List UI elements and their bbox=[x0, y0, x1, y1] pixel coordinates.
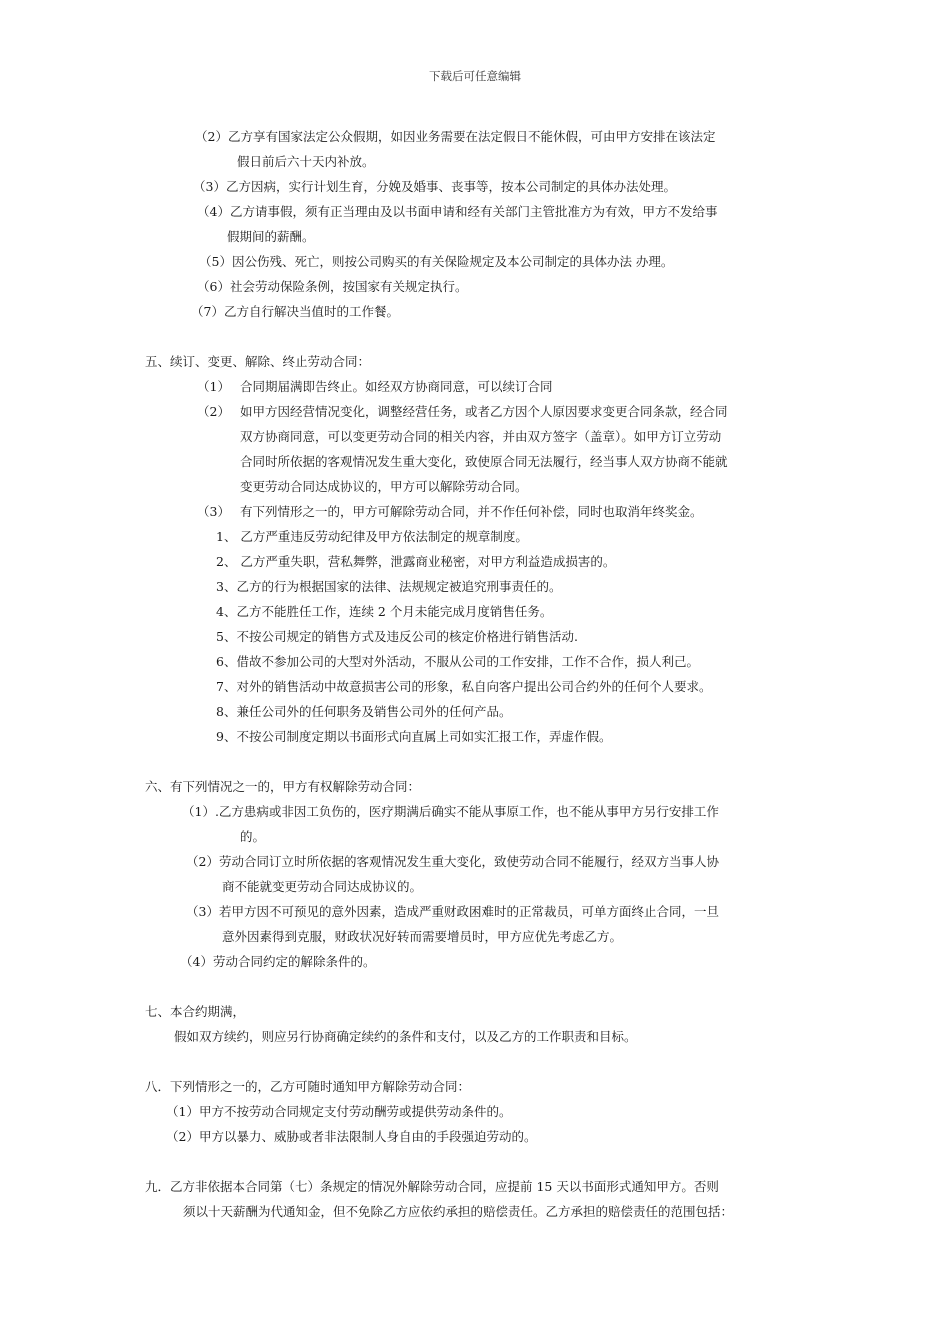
section-5-sub-7: 7、对外的销售活动中故意损害公司的形象，私自向客户提出公司合约外的任何个人要求。 bbox=[216, 679, 712, 694]
section-5-sub-6: 6、借故不参加公司的大型对外活动，不服从公司的工作安排，工作不合作，损人利己。 bbox=[216, 654, 699, 669]
section-8-title: 八．下列情形之一的，乙方可随时通知甲方解除劳动合同： bbox=[145, 1079, 471, 1094]
section-6-title: 六、有下列情况之一的，甲方有权解除劳动合同： bbox=[145, 779, 421, 794]
section-5-sub-2: 2、 乙方严重失职，营私舞弊，泄露商业秘密，对甲方利益造成损害的。 bbox=[216, 554, 616, 569]
section-6-p3-line-1: （3）若甲方因不可预见的意外因素，造成严重财政困难时的正常裁员，可单方面终止合同，一旦 bbox=[186, 904, 719, 919]
leave-item-6: （6）社会劳动保险条例，按国家有关规定执行。 bbox=[197, 279, 468, 294]
page-header: 下载后可任意编辑 bbox=[429, 69, 521, 83]
section-5-p2-line-4: 变更劳动合同达成协议的，甲方可以解除劳动合同。 bbox=[240, 479, 528, 494]
section-5-sub-9: 9、不按公司制度定期以书面形式向直属上司如实汇报工作，弄虚作假。 bbox=[216, 729, 612, 744]
section-5-p3-number: （3） bbox=[197, 504, 230, 519]
section-6-p3-line-2: 意外因素得到克服，财政状况好转而需要增员时，甲方应优先考虑乙方。 bbox=[222, 929, 623, 944]
section-9-line-1: 九．乙方非依据本合同第（七）条规定的情况外解除劳动合同，应提前 15 天以书面形式通知甲方。否则 bbox=[145, 1179, 719, 1194]
section-8-p1: （1）甲方不按劳动合同规定支付劳动酬劳或提供劳动条件的。 bbox=[166, 1104, 512, 1119]
section-5-p2-line-3: 合同时所依据的客观情况发生重大变化，致使原合同无法履行，经当事人双方协商不能就 bbox=[240, 454, 728, 469]
section-6-p2-line-2: 商不能就变更劳动合同达成协议的。 bbox=[222, 879, 423, 894]
section-5-sub-8: 8、兼任公司外的任何职务及销售公司外的任何产品。 bbox=[216, 704, 512, 719]
leave-item-7: （7）乙方自行解决当值时的工作餐。 bbox=[191, 304, 399, 319]
section-7-body: 假如双方续约，则应另行协商确定续约的条件和支付，以及乙方的工作职责和目标。 bbox=[174, 1029, 637, 1044]
section-5-p1-text: 合同期届满即告终止。如经双方协商同意，可以续订合同 bbox=[240, 379, 553, 394]
section-5-p2-line-1: 如甲方因经营情况变化，调整经营任务，或者乙方因个人原因要求变更合同条款，经合同 bbox=[240, 404, 728, 419]
section-5-sub-5: 5、不按公司规定的销售方式及违反公司的核定价格进行销售活动. bbox=[216, 629, 578, 644]
leave-item-4-line-2: 假期间的薪酬。 bbox=[227, 229, 315, 244]
leave-item-3: （3）乙方因病，实行计划生育，分娩及婚事、丧事等，按本公司制定的具体办法处理。 bbox=[193, 179, 676, 194]
section-6-p1-line-1: （1）.乙方患病或非因工负伤的，医疗期满后确实不能从事原工作，也不能从事甲方另行安排工作 bbox=[182, 804, 719, 819]
leave-item-4-line-1: （4）乙方请事假，须有正当理由及以书面申请和经有关部门主管批准方为有效，甲方不发给事 bbox=[197, 204, 718, 219]
section-5-p3-text: 有下列情形之一的，甲方可解除劳动合同，并不作任何补偿，同时也取消年终奖金。 bbox=[240, 504, 703, 519]
section-8-p2: （2）甲方以暴力、威胁或者非法限制人身自由的手段强迫劳动的。 bbox=[166, 1129, 537, 1144]
section-5-p2-number: （2） bbox=[197, 404, 230, 419]
section-5-sub-4: 4、乙方不能胜任工作，连续 2 个月未能完成月度销售任务。 bbox=[216, 604, 553, 619]
leave-item-2-line-1: （2）乙方享有国家法定公众假期，如因业务需要在法定假日不能休假，可由甲方安排在该法定 bbox=[195, 129, 716, 144]
section-5-p1-number: （1） bbox=[197, 379, 230, 394]
section-6-p2-line-1: （2）劳动合同订立时所依据的客观情况发生重大变化，致使劳动合同不能履行，经双方当事人协 bbox=[186, 854, 719, 869]
section-6-p1-line-2: 的。 bbox=[240, 829, 266, 844]
section-5-title: 五、续订、变更、解除、终止劳动合同： bbox=[145, 354, 371, 369]
section-6-p4: （4）劳动合同约定的解除条件的。 bbox=[180, 954, 376, 969]
leave-item-5: （5）因公伤残、死亡，则按公司购买的有关保险规定及本公司制定的具体办法 办理。 bbox=[199, 254, 674, 269]
section-9-line-2: 须以十天薪酬为代通知金，但不免除乙方应依约承担的赔偿责任。乙方承担的赔偿责任的范围包括： bbox=[183, 1204, 734, 1219]
section-7-title: 七、本合约期满， bbox=[145, 1004, 246, 1019]
section-5-p2-line-2: 双方协商同意，可以变更劳动合同的相关内容，并由双方签字（盖章）。如甲方订立劳动 bbox=[240, 429, 722, 444]
section-5-sub-1: 1、 乙方严重违反劳动纪律及甲方依法制定的规章制度。 bbox=[216, 529, 528, 544]
leave-item-2-line-2: 假日前后六十天内补放。 bbox=[237, 154, 375, 169]
section-5-sub-3: 3、乙方的行为根据国家的法律、法规规定被追究刑事责任的。 bbox=[216, 579, 562, 594]
